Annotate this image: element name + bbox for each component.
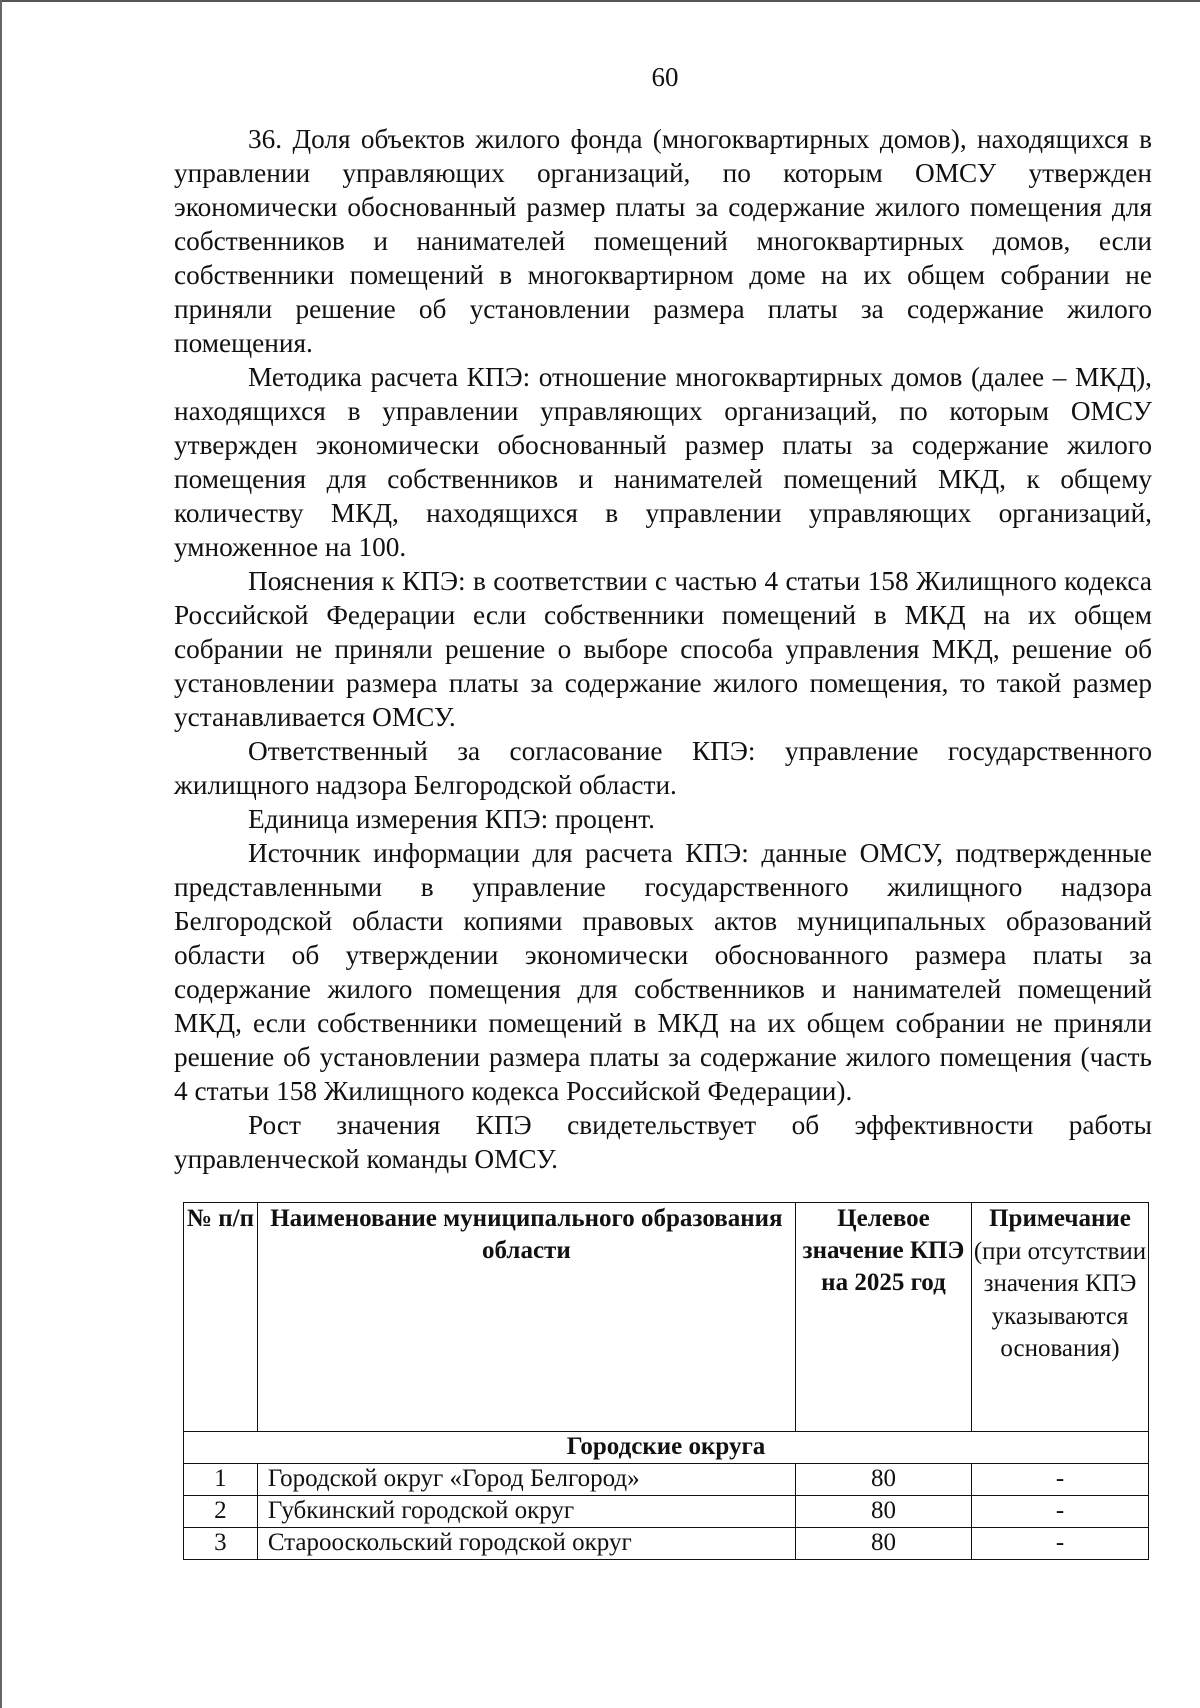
row-note: -: [971, 1528, 1148, 1560]
body-text: [174, 122, 1152, 1176]
row-name: Губкинский городской округ: [257, 1496, 795, 1528]
row-note: -: [971, 1496, 1148, 1528]
table-row: [184, 1496, 1149, 1528]
group-title: Городские округа: [184, 1432, 1149, 1464]
row-num: 3: [184, 1528, 258, 1560]
table-row: [184, 1528, 1149, 1560]
row-value: 80: [795, 1464, 971, 1496]
row-name: Городской округ «Город Белгород»: [257, 1464, 795, 1496]
paragraph-explanation: Пояснения к КПЭ: в соответствии с частью 4 статьи 158 Жилищного кодекса Российской Федерации если собственники помещений в МКД на их общем собрании не приняли решение о выборе способа управления МКД, решение об установлении размера платы за содержание жилого помещения, то такой размер устанавливается ОМСУ.: [174, 566, 1152, 732]
row-value: 80: [795, 1528, 971, 1560]
kpe-target-table: [183, 1202, 1149, 1560]
paragraph-source: Источник информации для расчета КПЭ: данные ОМСУ, подтвержденные представленными в управление государственного жилищного надзора Белгородской области копиями правовых актов муниципальных образований области об утверждении экономически обоснованного размера платы за содержание жилого помещения для собственников и нанимателей помещений МКД, если собственники помещений в МКД на их общем собрании не приняли решение об установлении размера платы за содержание жилого помещения (часть 4 статьи 158 Жилищного кодекса Российской Федерации).: [174, 838, 1152, 1106]
header-num: № п/п: [184, 1203, 258, 1432]
header-note: [971, 1203, 1148, 1432]
paragraph-methodology: Методика расчета КПЭ: отношение многоквартирных домов (далее – МКД), находящихся в управлении управляющих организаций, по которым ОМСУ утвержден экономически обоснованный размер платы за содержание жилого помещения для собственников и нанимателей помещений МКД, к общему количеству МКД, находящихся в управлении управляющих организаций, умноженное на 100.: [174, 362, 1152, 562]
row-num: 1: [184, 1464, 258, 1496]
row-note: -: [971, 1464, 1148, 1496]
header-note-detail: (при отсутствии значения КПЭ указываются основания): [973, 1237, 1147, 1362]
group-row: [184, 1432, 1149, 1464]
header-note-title: Примечание: [989, 1205, 1131, 1232]
table-header-row: [184, 1203, 1149, 1432]
row-name: Старооскольский городской округ: [257, 1528, 795, 1560]
row-num: 2: [184, 1496, 258, 1528]
header-name: Наименование муниципального образования области: [257, 1203, 795, 1432]
paragraph-growth: Рост значения КПЭ свидетельствует об эффективности работы управленческой команды ОМСУ.: [174, 1110, 1152, 1174]
row-value: 80: [795, 1496, 971, 1528]
scan-edge-top: [0, 0, 1200, 2]
scan-edge-left: [0, 0, 2, 1708]
paragraph-unit: Единица измерения КПЭ: процент.: [248, 804, 655, 834]
table-row: [184, 1464, 1149, 1496]
paragraph-indicator-title: 36. Доля объектов жилого фонда (многоквартирных домов), находящихся в управлении управляющих организаций, по которым ОМСУ утвержден экономически обоснованный размер платы за содержание жилого помещения для собственников и нанимателей помещений многоквартирных домов, если собственники помещений в многоквартирном доме на их общем собрании не приняли решение об установлении размера платы за содержание жилого помещения.: [174, 124, 1152, 358]
header-value: Целевое значение КПЭ на 2025 год: [795, 1203, 971, 1432]
paragraph-responsible: Ответственный за согласование КПЭ: управление государственного жилищного надзора Белгородской области.: [174, 736, 1152, 800]
page-number: 60: [651, 62, 679, 92]
